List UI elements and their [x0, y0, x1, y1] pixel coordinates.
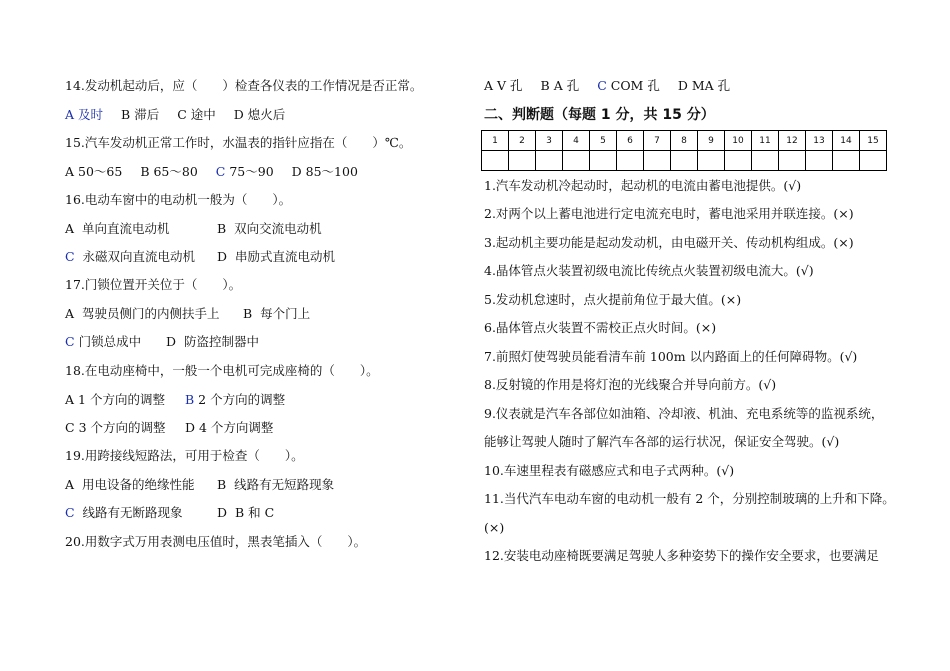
- answer-table-header-cell: 4: [563, 131, 590, 151]
- option-14-c: C 途中: [177, 107, 216, 122]
- option-19-d: D B 和 C: [216, 505, 275, 520]
- answer-cell[interactable]: [590, 151, 617, 171]
- question-14-stem: 14.发动机起动后，应（ ）检查各仪表的工作情况是否正常。: [65, 78, 423, 93]
- option-16-c: C 永磁双向直流电动机: [65, 249, 196, 264]
- tf-item-11-line2: (×): [484, 520, 505, 535]
- tf-item-4: 4.晶体管点火装置初级电流比传统点火装置初级电流大。(√): [484, 263, 814, 278]
- option-20-c: C COM 孔: [597, 78, 660, 93]
- option-20-d: D MA 孔: [677, 78, 731, 93]
- answer-cell[interactable]: [698, 151, 725, 171]
- option-18-b: B 2 个方向的调整: [184, 392, 286, 407]
- option-18-d: D 4 个方向调整: [184, 420, 274, 435]
- question-15-options: [65, 164, 358, 180]
- question-20-options: [484, 78, 730, 94]
- question-20-stem: 20.用数字式万用表测电压值时，黑表笔插入（ ）。: [65, 534, 367, 549]
- question-19-options-row1: [65, 477, 334, 493]
- answer-table-header-cell: 1: [482, 131, 509, 151]
- option-14-a: A 及时: [65, 107, 104, 122]
- option-19-b: B 线路有无短路现象: [216, 477, 335, 492]
- answer-table-input-row: [482, 151, 887, 171]
- question-17-options-row1: [65, 306, 310, 322]
- question-19-stem: 19.用跨接线短路法，可用于检查（ ）。: [65, 448, 304, 463]
- answer-table: [481, 130, 887, 171]
- tf-item-9-line1: 9.仪表就是汽车各部位如油箱、冷却液、机油、充电系统等的监视系统，: [484, 406, 884, 421]
- answer-table-header-cell: 9: [698, 131, 725, 151]
- option-15-a: A 50～65: [65, 164, 123, 179]
- option-14-d: D 熄火后: [233, 107, 286, 122]
- answer-cell[interactable]: [536, 151, 563, 171]
- answer-table-header-cell: 5: [590, 131, 617, 151]
- option-17-c: C 门锁总成中: [65, 334, 142, 349]
- tf-item-8: 8.反射镜的作用是将灯泡的光线聚合并导向前方。(√): [484, 377, 777, 392]
- answer-cell[interactable]: [806, 151, 833, 171]
- tf-item-2: 2.对两个以上蓄电池进行定电流充电时，蓄电池采用并联连接。(×): [484, 206, 854, 221]
- option-16-b: B 双向交流电动机: [216, 221, 322, 236]
- question-15-stem: 15.汽车发动机正常工作时，水温表的指针应指在（ ）℃。: [65, 135, 412, 150]
- option-17-b: B 每个门上: [242, 306, 311, 321]
- answer-cell[interactable]: [725, 151, 752, 171]
- tf-item-12-line1: 12.安装电动座椅既要满足驾驶人多种姿势下的操作安全要求，也要满足: [484, 548, 879, 563]
- option-16-d: D 串励式直流电动机: [216, 249, 335, 264]
- answer-table-header-cell: 10: [725, 131, 752, 151]
- answer-table-header-cell: 13: [806, 131, 833, 151]
- answer-table-header-row: [482, 131, 887, 151]
- tf-item-9-line2: 能够让驾驶人随时了解汽车各部的运行状况，保证安全驾驶。(√): [484, 434, 840, 449]
- answer-cell[interactable]: [482, 151, 509, 171]
- section-title-true-false: 二、判断题（每题 1 分，共 15 分）: [484, 107, 715, 123]
- option-16-a: A 单向直流电动机: [65, 221, 170, 236]
- option-15-c: C 75～90: [215, 164, 274, 179]
- option-20-a: A V 孔: [484, 78, 523, 93]
- answer-cell[interactable]: [833, 151, 860, 171]
- option-18-a: A 1 个方向的调整: [65, 392, 165, 407]
- tf-item-6: 6.晶体管点火装置不需校正点火时间。(×): [484, 320, 717, 335]
- answer-table-header-cell: 3: [536, 131, 563, 151]
- tf-item-10: 10.车速里程表有磁感应式和电子式两种。(√): [484, 463, 735, 478]
- answer-cell[interactable]: [671, 151, 698, 171]
- question-16-options-row2: [65, 249, 335, 265]
- question-18-options-row2: [65, 420, 273, 436]
- tf-item-11-line1: 11.当代汽车电动车窗的电动机一般有 2 个，分别控制玻璃的上升和下降。: [484, 491, 895, 506]
- option-19-a: A 用电设备的绝缘性能: [65, 477, 195, 492]
- answer-table-header-cell: 8: [671, 131, 698, 151]
- answer-cell[interactable]: [644, 151, 671, 171]
- answer-cell[interactable]: [860, 151, 887, 171]
- answer-cell[interactable]: [563, 151, 590, 171]
- question-17-stem: 17.门锁位置开关位于（ ）。: [65, 277, 242, 292]
- answer-cell[interactable]: [617, 151, 644, 171]
- tf-item-7: 7.前照灯使驾驶员能看清车前 100m 以内路面上的任何障碍物。(√): [484, 349, 858, 364]
- question-18-stem: 18.在电动座椅中，一般一个电机可完成座椅的（ ）。: [65, 363, 379, 378]
- option-20-b: B A 孔: [540, 78, 580, 93]
- option-17-d: D 防盗控制器中: [165, 334, 259, 349]
- option-14-b: B 滞后: [121, 107, 160, 122]
- answer-table-header-cell: 15: [860, 131, 887, 151]
- option-17-a: A 驾驶员侧门的内侧扶手上: [65, 306, 220, 321]
- answer-cell[interactable]: [752, 151, 779, 171]
- answer-table-header-cell: 14: [833, 131, 860, 151]
- question-17-options-row2: [65, 334, 259, 350]
- answer-table-header-cell: 6: [617, 131, 644, 151]
- question-19-options-row2: [65, 505, 274, 521]
- option-19-c: C 线路有无断路现象: [65, 505, 183, 520]
- tf-item-3: 3.起动机主要功能是起动发动机，由电磁开关、传动机构组成。(×): [484, 235, 854, 250]
- answer-table-header-cell: 2: [509, 131, 536, 151]
- question-18-options-row1: [65, 392, 285, 408]
- question-14-options: [65, 107, 285, 123]
- question-16-options-row1: [65, 221, 322, 237]
- answer-cell[interactable]: [779, 151, 806, 171]
- question-16-stem: 16.电动车窗中的电动机一般为（ ）。: [65, 192, 292, 207]
- option-15-b: B 65～80: [140, 164, 198, 179]
- answer-cell[interactable]: [509, 151, 536, 171]
- answer-table-header-cell: 7: [644, 131, 671, 151]
- answer-table-header-cell: 12: [779, 131, 806, 151]
- tf-item-1: 1.汽车发动机冷起动时，起动机的电流由蓄电池提供。(√): [484, 178, 802, 193]
- option-15-d: D 85～100: [291, 164, 358, 179]
- option-18-c: C 3 个方向的调整: [65, 420, 166, 435]
- tf-item-5: 5.发动机怠速时，点火提前角位于最大值。(×): [484, 292, 742, 307]
- answer-table-header-cell: 11: [752, 131, 779, 151]
